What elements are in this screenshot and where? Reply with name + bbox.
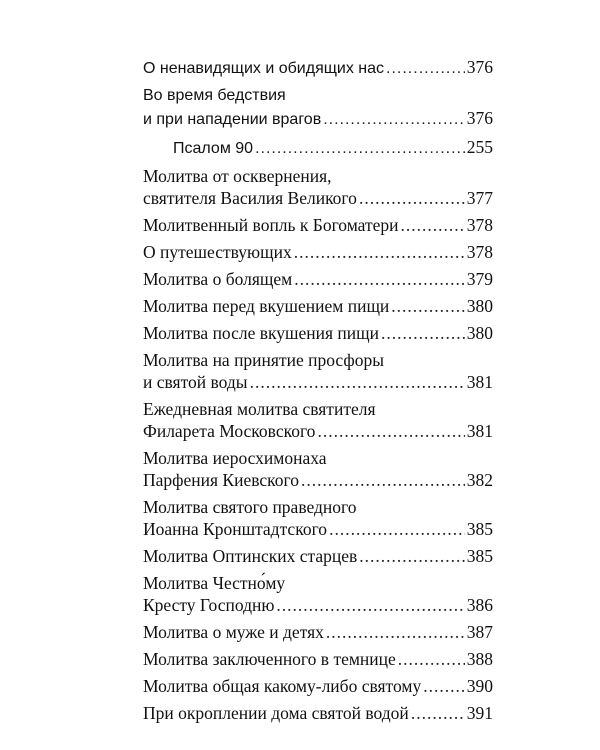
toc-entry[interactable] — [143, 268, 493, 290]
entry-title: Молитвенный вопль к Богоматери — [143, 215, 399, 235]
entry-title-line: Молитва от осквернения, — [143, 166, 332, 186]
toc-entry[interactable] — [143, 85, 493, 131]
toc-entry[interactable] — [143, 702, 493, 724]
page-number: 382 — [466, 470, 493, 490]
leader-dots — [411, 702, 465, 724]
leader-dots — [276, 594, 464, 616]
page-number: 378 — [466, 242, 493, 262]
leader-dots — [294, 268, 465, 290]
toc-entry[interactable] — [143, 572, 493, 616]
toc-entry[interactable] — [143, 136, 493, 160]
toc-entry[interactable] — [143, 241, 493, 263]
entry-title: Молитва о муже и детях — [143, 622, 324, 642]
leader-dots — [301, 469, 465, 491]
page-number: 378 — [466, 215, 493, 235]
toc-entry[interactable] — [143, 675, 493, 697]
page-number: 386 — [466, 595, 493, 615]
page-number: 388 — [466, 649, 493, 669]
entry-title-line: Ежедневная молитва святителя — [143, 399, 376, 419]
page-number: 376 — [466, 108, 493, 128]
toc-entry[interactable] — [143, 398, 493, 442]
page-number: 381 — [466, 372, 493, 392]
entry-title-line: Молитва иеросхимонаха — [143, 448, 327, 468]
entry-title: Иоанна Кронштадтского — [143, 519, 328, 539]
leader-dots — [359, 545, 465, 567]
entry-title: святителя Василия Великого — [143, 188, 357, 208]
page-number: 391 — [466, 703, 493, 723]
entry-title: и при нападении врагов — [143, 111, 322, 128]
entry-title: О ненавидящих и обидящих нас — [143, 60, 385, 77]
entry-title: Молитва Оптинских старцев — [143, 546, 358, 566]
entry-title: и святой воды — [143, 372, 248, 392]
page-number: 387 — [466, 622, 493, 642]
toc-entry[interactable] — [143, 295, 493, 317]
page-number: 377 — [466, 188, 493, 208]
leader-dots — [250, 371, 465, 393]
page-number: 379 — [466, 269, 493, 289]
page-number: 376 — [466, 57, 493, 77]
toc-entry[interactable] — [143, 349, 493, 393]
leader-dots — [386, 58, 465, 80]
entry-title-line: Молитва святого праведного — [143, 497, 357, 517]
leader-dots — [381, 322, 465, 344]
toc-entry[interactable] — [143, 214, 493, 236]
toc-entry[interactable] — [143, 56, 493, 80]
leader-dots — [398, 648, 465, 670]
entry-title: При окроплении дома святой водой — [143, 703, 409, 723]
toc-entry[interactable] — [143, 621, 493, 643]
entry-title: Молитва после вкушения пищи — [143, 323, 379, 343]
toc-entry[interactable] — [143, 648, 493, 670]
entry-title: Филарета Московского — [143, 421, 316, 441]
leader-dots — [329, 518, 465, 540]
entry-title: Кресту Господню — [143, 595, 275, 615]
leader-dots — [326, 621, 465, 643]
entry-title-line: Молитва на принятие просфоры — [143, 350, 385, 370]
leader-dots — [317, 420, 464, 442]
leader-dots — [423, 675, 465, 697]
toc-entry[interactable] — [143, 322, 493, 344]
leader-dots — [323, 109, 465, 131]
leader-dots — [255, 138, 465, 160]
page-number: 385 — [466, 519, 493, 539]
entry-title: Молитва перед вкушением пищи — [143, 296, 390, 316]
entry-title: Молитва о болящем — [143, 269, 293, 289]
toc-entry[interactable] — [143, 496, 493, 540]
entry-title-line: Молитва Честно́му — [143, 573, 286, 593]
toc-entry[interactable] — [143, 165, 493, 209]
leader-dots — [359, 187, 465, 209]
page-number: 380 — [466, 323, 493, 343]
page-number: 381 — [466, 421, 493, 441]
page-number: 390 — [466, 676, 493, 696]
toc-entry[interactable] — [143, 447, 493, 491]
toc-entry[interactable] — [143, 545, 493, 567]
entry-title: Парфения Киевского — [143, 470, 300, 490]
entry-title-line: Во время бедствия — [143, 87, 286, 104]
entry-title: О путешествующих — [143, 242, 292, 262]
page-number: 385 — [466, 546, 493, 566]
leader-dots — [391, 295, 464, 317]
page-number: 380 — [466, 296, 493, 316]
entry-title: Молитва общая какому-либо святому — [143, 676, 422, 696]
entry-title: Молитва заключенного в темнице — [143, 649, 396, 669]
leader-dots — [401, 214, 465, 236]
leader-dots — [294, 241, 465, 263]
entry-title: Псалом 90 — [173, 140, 254, 157]
page-number: 255 — [466, 137, 493, 157]
table-of-contents — [143, 56, 493, 729]
